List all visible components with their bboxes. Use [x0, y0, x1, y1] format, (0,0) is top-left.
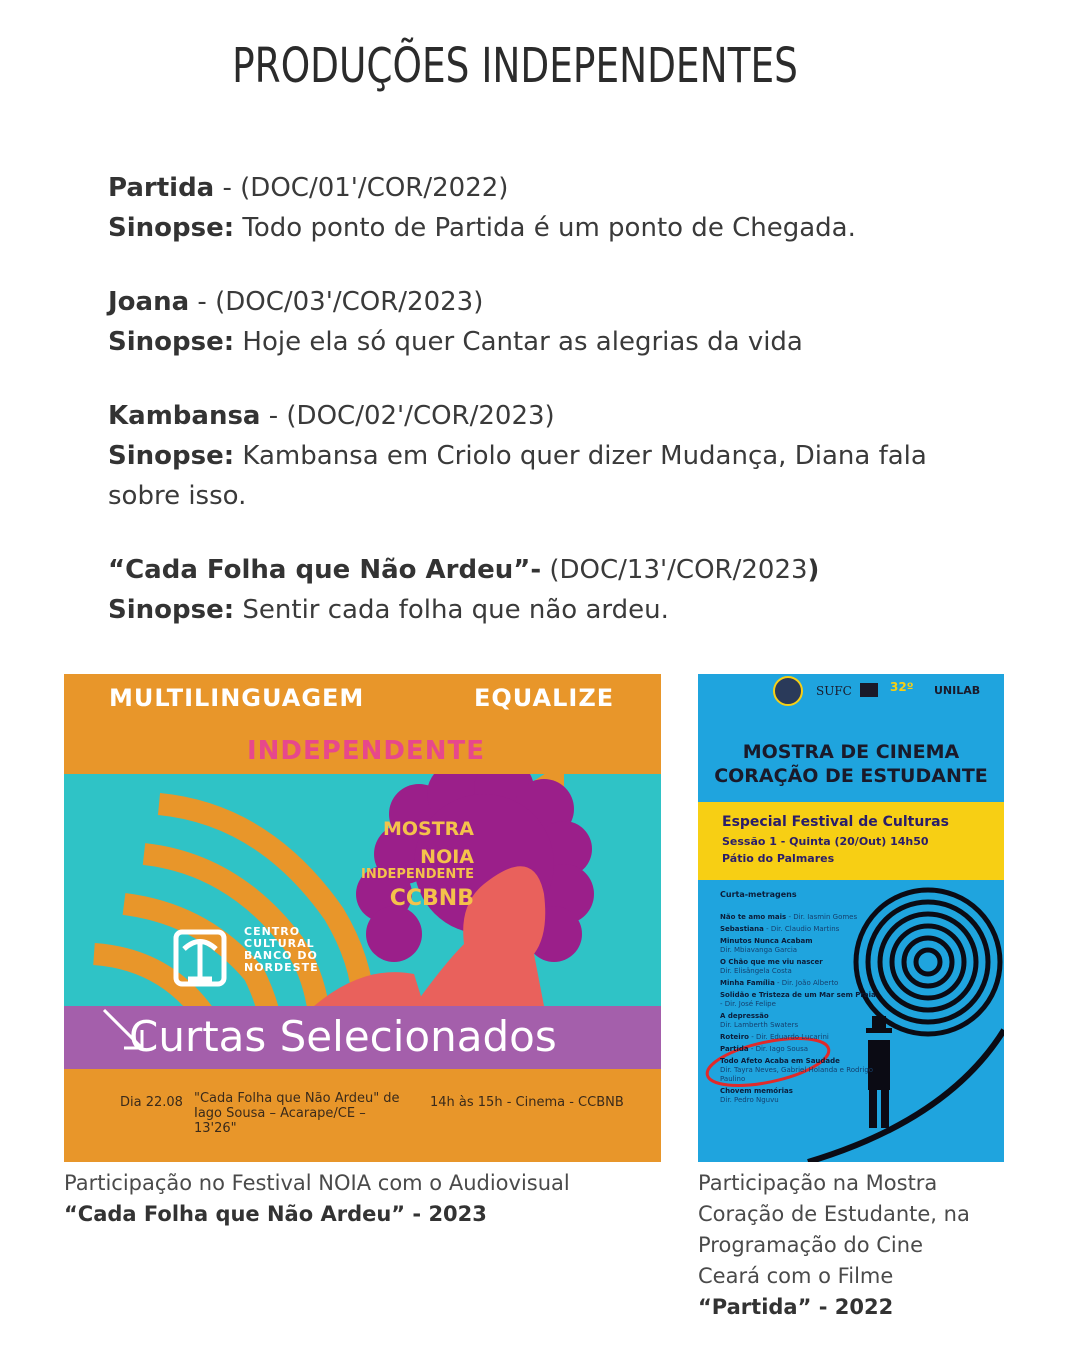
caption-line: Coração de Estudante, na: [698, 1202, 970, 1226]
curtas-selecionados-label: Curtas Selecionados: [129, 1012, 557, 1061]
session-box: [698, 802, 1004, 880]
list-item: Solidão e Tristeza de um Mar sem Praia - Dir. José Felipe: [720, 991, 876, 1008]
production-title: Kambansa: [108, 401, 261, 431]
list-item: Sebastiana - Dir. Claudio Martins: [720, 925, 840, 933]
list-item: Todo Afeto Acaba em Saudade Dir. Tayra Neves, Gabriel Holanda e Rodrigo Paulino: [720, 1057, 874, 1083]
caption-text: Participação no Festival NOIA com o Audiovisual: [64, 1171, 570, 1195]
list-item: Partida - Dir. Iago Sousa: [720, 1045, 809, 1053]
noia-poster: [64, 674, 661, 1162]
list-item: Minutos Nunca Acabam Dir. Mbiavanga Garcia: [720, 937, 813, 954]
caption-bold: “Partida” - 2022: [698, 1295, 894, 1319]
list-item: A depressão Dir. Lamberth Swaters: [720, 1012, 799, 1029]
production-title: Joana: [108, 287, 190, 317]
list-item: O Chão que me viu nascer Dir. Elisângela Costa: [720, 958, 823, 975]
sinopse-text: Todo ponto de Partida é um ponto de Chegada.: [234, 213, 856, 243]
list-item: Roteiro - Dir. Eduardo Lucarini: [720, 1033, 829, 1041]
caption-line: Programação do Cine: [698, 1233, 923, 1257]
equalize-label: EQUALIZE: [474, 684, 615, 712]
production-meta: (DOC/13'/COR/2023: [549, 555, 808, 585]
independente-small-label: INDEPENDENTE: [361, 867, 474, 882]
list-item: Não te amo mais - Dir. Iasmin Gomes: [720, 913, 858, 921]
caption-line: Participação na Mostra: [698, 1171, 938, 1195]
film-list: [720, 890, 880, 1108]
productions-list: [108, 168, 988, 664]
meta-close-paren: ): [807, 555, 820, 585]
ufc-logo: SUFC: [816, 684, 852, 698]
mostra-caption: [698, 1168, 998, 1323]
ccbnb-label: CCBNB: [389, 886, 474, 911]
list-item: Chovem memórias Dir. Pedro Nguvu: [720, 1087, 793, 1104]
sinopse-text: Hoje ela só quer Cantar as alegrias da vida: [234, 327, 803, 357]
mostra-label: MOSTRA: [382, 818, 474, 840]
production-meta: (DOC/03'/COR/2023): [215, 287, 484, 317]
schedule-text: 14h às 15h - Cinema - CCBNB: [430, 1095, 624, 1110]
festival-32-logo: 32º: [890, 680, 914, 694]
production-entry: [108, 168, 988, 248]
page-title: PRODUÇÕES INDEPENDENTES: [232, 38, 798, 94]
sinopse-label: Sinopse:: [108, 441, 235, 471]
production-entry: [108, 282, 988, 362]
local-label: Pátio do Palmares: [722, 852, 835, 865]
separator: -: [260, 401, 287, 431]
noia-label: NOIA: [420, 846, 474, 868]
list-header: Curta-metragens: [720, 890, 797, 899]
sinopse-label: Sinopse:: [108, 595, 235, 625]
multilinguagem-label: MULTILINGUAGEM: [109, 684, 365, 712]
film-text: "Cada Folha que Não Ardeu" de Iago Sousa – Acarape/CE – 13'26": [194, 1091, 400, 1136]
mostra-poster: [698, 674, 1004, 1162]
mostra-title: MOSTRA DE CINEMA CORAÇÃO DE ESTUDANTE: [714, 741, 988, 787]
production-entry: [108, 550, 988, 630]
poster-header: [64, 674, 661, 774]
independente-label: INDEPENDENTE: [247, 736, 485, 766]
unilab-logo: UNILAB: [934, 684, 981, 697]
sinopse-text: Kambansa em Criolo quer dizer Mudança, Diana fala sobre isso.: [108, 441, 927, 511]
poster-footer: [64, 1069, 661, 1162]
sinopse-label: Sinopse:: [108, 213, 235, 243]
sinopse-text: Sentir cada folha que não ardeu.: [234, 595, 669, 625]
separator: -: [189, 287, 216, 317]
production-meta: (DOC/02'/COR/2023): [286, 401, 555, 431]
poster-artwork: [64, 774, 661, 1006]
artwork-svg: [64, 774, 661, 1006]
date-text: Dia 22.08: [120, 1095, 183, 1110]
noia-caption: [64, 1168, 664, 1230]
caption-bold: “Cada Folha que Não Ardeu” - 2023: [64, 1202, 487, 1226]
sessao-label: Sessão 1 - Quinta (20/Out) 14h50: [722, 835, 929, 848]
curtas-band: [64, 1006, 661, 1069]
production-title: Partida: [108, 173, 215, 203]
caption-line: Ceará com o Filme: [698, 1264, 894, 1288]
production-entry: [108, 396, 988, 516]
list-item: Minha Família - Dir. João Alberto: [720, 979, 839, 987]
sinopse-label: Sinopse:: [108, 327, 235, 357]
centro-cultural-text: CENTRO CULTURAL BANCO DO NORDESTE: [244, 925, 319, 974]
separator: -: [214, 173, 241, 203]
production-title: “Cada Folha que Não Ardeu”-: [108, 555, 542, 585]
production-meta: (DOC/01'/COR/2022): [240, 173, 509, 203]
sponsor-logos: [698, 674, 1004, 714]
especial-label: Especial Festival de Culturas: [722, 814, 949, 830]
